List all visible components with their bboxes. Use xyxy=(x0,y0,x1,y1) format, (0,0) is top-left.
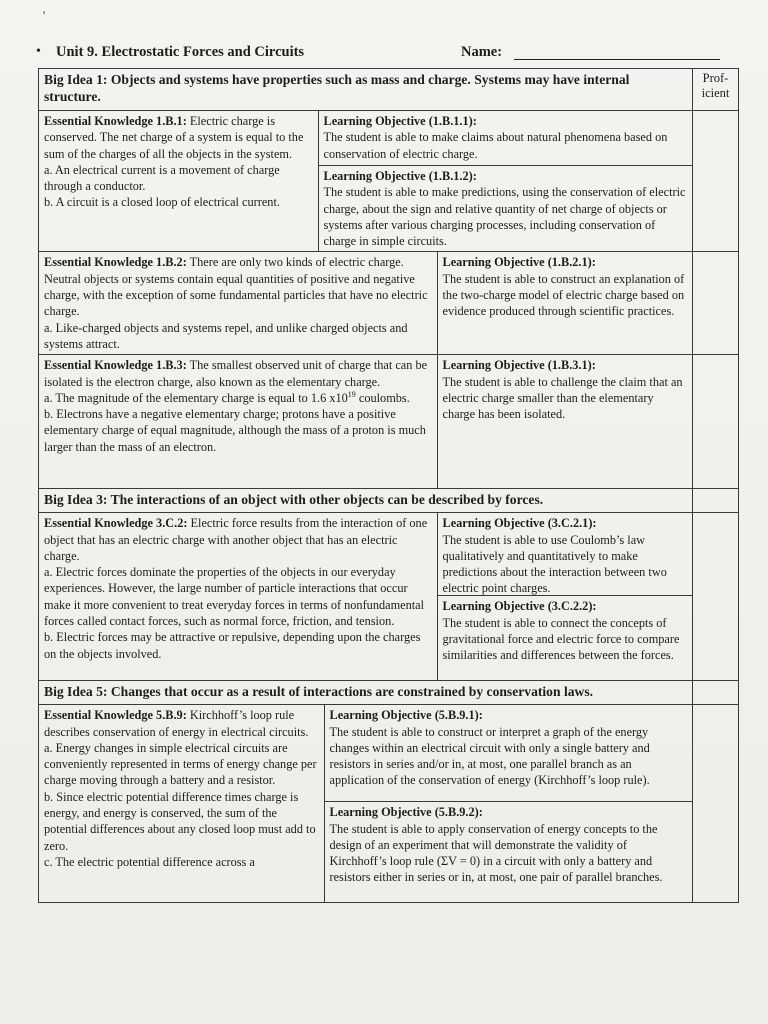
ek-1b3-cell xyxy=(39,355,437,457)
ek-3c2-text: Electric force results from the interaction of one object that has an electric charge with another object that has an electric charge. xyxy=(44,516,428,563)
header-bullet: • xyxy=(36,44,41,59)
big-idea-1-row xyxy=(39,69,739,111)
big-idea-5-title: Big Idea 5: Changes that occur as a result of interactions are constrained by conservation laws. xyxy=(44,684,594,700)
ek-1b3-a-exponent: 19 xyxy=(347,389,356,399)
ek-5b9-text: Kirchhoff’s loop rule describes conservation of energy in electrical circuits. xyxy=(44,708,309,739)
lo-1b31-cell xyxy=(438,355,693,424)
ek-3c2-cell xyxy=(39,513,437,664)
ek-5b9-a: a. Energy changes in simple electrical circuits are conveniently represented in terms of energy change per charge moving through a battery and a resistor. xyxy=(44,740,317,788)
lo-5b91-text: The student is able to construct or interpret a graph of the energy changes within an electrical circuit with only a single battery and resistors in series and/or in, at most, one parallel branch as an application of the conservation of energy (Kirchhoff’s loop rule). xyxy=(329,724,650,788)
ek-1b1-cell xyxy=(39,111,318,213)
big-idea-3-title: Big Idea 3: The interactions of an object with other objects can be described by forces. xyxy=(44,492,544,508)
proficient-cell-bi3[interactable] xyxy=(693,489,739,513)
lo-1b11-cell xyxy=(319,111,693,165)
name-label: Name: xyxy=(461,44,503,60)
objectives-table xyxy=(38,68,739,903)
lo-3c22-text: The student is able to connect the concepts of gravitational force and electric force to compare similarities and differences between the forces. xyxy=(442,615,680,663)
lo-5b91-cell xyxy=(325,705,693,801)
ek-1b3-inner xyxy=(39,355,692,488)
lo-1b21-heading: Learning Objective (1.B.2.1): xyxy=(442,255,596,270)
proficient-cell-1[interactable] xyxy=(693,111,739,252)
lo-5b91-heading: Learning Objective (5.B.9.1): xyxy=(329,708,483,723)
lo-3c22-heading: Learning Objective (3.C.2.2): xyxy=(442,599,597,614)
lo-1b31-text: The student is able to challenge the claim that an electric charge smaller than the elementary charge has been isolated. xyxy=(442,374,683,422)
ek-5b9-inner xyxy=(39,705,692,902)
lo-5b92-cell xyxy=(325,801,693,887)
lo-5b92-text: The student is able to apply conservation of energy concepts to the design of an experiment that will demonstrate the validity of Kirchhoff’s loop rule (ΣV = 0) in a circuit with only a battery and resistors either in series or in, at most, one pair of parallel branches. xyxy=(329,821,663,885)
lo-1b11-heading: Learning Objective (1.B.1.1): xyxy=(323,114,477,128)
ek-1b1-heading: Essential Knowledge 1.B.1: xyxy=(44,114,187,128)
ek-3c2-a: a. Electric forces dominate the properties of the objects in our everyday experiences. However, the large number of particle interactions that occur make it more convenient to treat everyday forces in terms of nonfundamental forces called contact forces, such as normal force, friction, and tension. xyxy=(44,565,425,629)
lo-5b92-heading: Learning Objective (5.B.9.2): xyxy=(329,805,483,820)
ek-1b3-row xyxy=(39,355,739,489)
ek-1b2-text: There are only two kinds of electric charge. Neutral objects or systems contain equal quantities of positive and negative charge, with the exception of some fundamental particles that have no electric charge. xyxy=(44,255,428,319)
proficient-cell-2[interactable] xyxy=(693,252,739,355)
ek-1b1-text: Electric charge is conserved. The net charge of a system is equal to the sum of the charges of all the objects in the system. xyxy=(44,114,304,161)
ek-5b9-c: c. The electric potential difference across a xyxy=(44,854,255,869)
lo-3c21-text: The student is able to use Coulomb’s law qualitatively and quantitatively to make predictions about the interaction between two electric point charges. xyxy=(442,532,667,596)
lo-1b31-heading: Learning Objective (1.B.3.1): xyxy=(442,358,596,373)
ek-1b2-heading: Essential Knowledge 1.B.2: xyxy=(44,255,187,270)
lo-3c21-heading: Learning Objective (3.C.2.1): xyxy=(442,516,597,531)
stray-mark: ' xyxy=(43,8,46,22)
ek-1b1-row xyxy=(39,111,739,252)
lo-1b11-text: The student is able to make claims about natural phenomena based on conservation of electric charge. xyxy=(323,130,668,161)
ek-3c2-row xyxy=(39,513,739,681)
ek-1b1-a: a. An electrical current is a movement of charge through a conductor. xyxy=(44,162,280,194)
proficient-header: Prof-icient xyxy=(701,71,730,100)
ek-1b3-a-post: coulombs. xyxy=(355,390,410,405)
proficient-cell-3[interactable] xyxy=(693,355,739,489)
lo-1b21-text: The student is able to construct an explanation of the two-charge model of electric charge based on evidence produced through scientific practices. xyxy=(442,271,685,319)
ek-3c2-heading: Essential Knowledge 3.C.2: xyxy=(44,516,188,531)
ek-1b1-b: b. A circuit is a closed loop of electrical current. xyxy=(44,195,280,210)
proficient-cell-bi5[interactable] xyxy=(693,681,739,705)
lo-3c22-cell xyxy=(438,595,693,665)
name-blank-line[interactable] xyxy=(514,59,720,60)
ek-5b9-cell xyxy=(39,705,324,872)
ek-1b1-inner xyxy=(39,111,692,251)
lo-1b12-text: The student is able to make predictions, using the conservation of electric charge, about the sign and relative quantity of net charge of objects or systems after various charging processes, including conservation of charge in simple circuits. xyxy=(323,185,686,249)
ek-1b3-b: b. Electrons have a negative elementary charge; protons have a positive elementary charge of equal magnitude, although the mass of a proton is much larger than the mass of an electron. xyxy=(44,407,426,454)
ek-5b9-heading: Essential Knowledge 5.B.9: xyxy=(44,708,187,723)
ek-1b2-inner xyxy=(39,252,692,354)
big-idea-5-row xyxy=(39,681,739,705)
unit-title: Unit 9. Electrostatic Forces and Circuits xyxy=(56,44,305,60)
ek-1b3-text: The smallest observed unit of charge that can be isolated is the electron charge, also known as the elementary charge. xyxy=(44,358,428,389)
ek-5b9-b: b. Since electric potential difference times charge is energy, and energy is conserved, the sum of the potential differences about any closed loop must add to zero. xyxy=(44,789,316,853)
page-header xyxy=(36,44,736,66)
ek-5b9-row xyxy=(39,705,739,903)
lo-1b12-heading: Learning Objective (1.B.1.2): xyxy=(323,169,477,183)
big-idea-1-title: Big Idea 1: Objects and systems have properties such as mass and charge. Systems may have internal structure. xyxy=(44,72,630,104)
ek-1b3-a-pre: a. The magnitude of the elementary charge is equal to 1.6 x10 xyxy=(44,390,348,405)
ek-1b3-heading: Essential Knowledge 1.B.3: xyxy=(44,358,187,373)
lo-1b12-cell xyxy=(319,165,693,251)
lo-3c21-cell xyxy=(438,513,693,595)
ek-1b2-cell xyxy=(39,252,437,354)
ek-3c2-inner xyxy=(39,513,692,680)
big-idea-3-row xyxy=(39,489,739,513)
ek-1b2-row xyxy=(39,252,739,355)
ek-1b2-a: a. Like-charged objects and systems repel, and unlike charged objects and systems attract. xyxy=(44,320,408,351)
lo-1b21-cell xyxy=(438,252,693,321)
proficient-cell-4[interactable] xyxy=(693,513,739,681)
ek-3c2-b: b. Electric forces may be attractive or repulsive, depending upon the charges on the objects involved. xyxy=(44,630,421,661)
proficient-cell-5[interactable] xyxy=(693,705,739,903)
